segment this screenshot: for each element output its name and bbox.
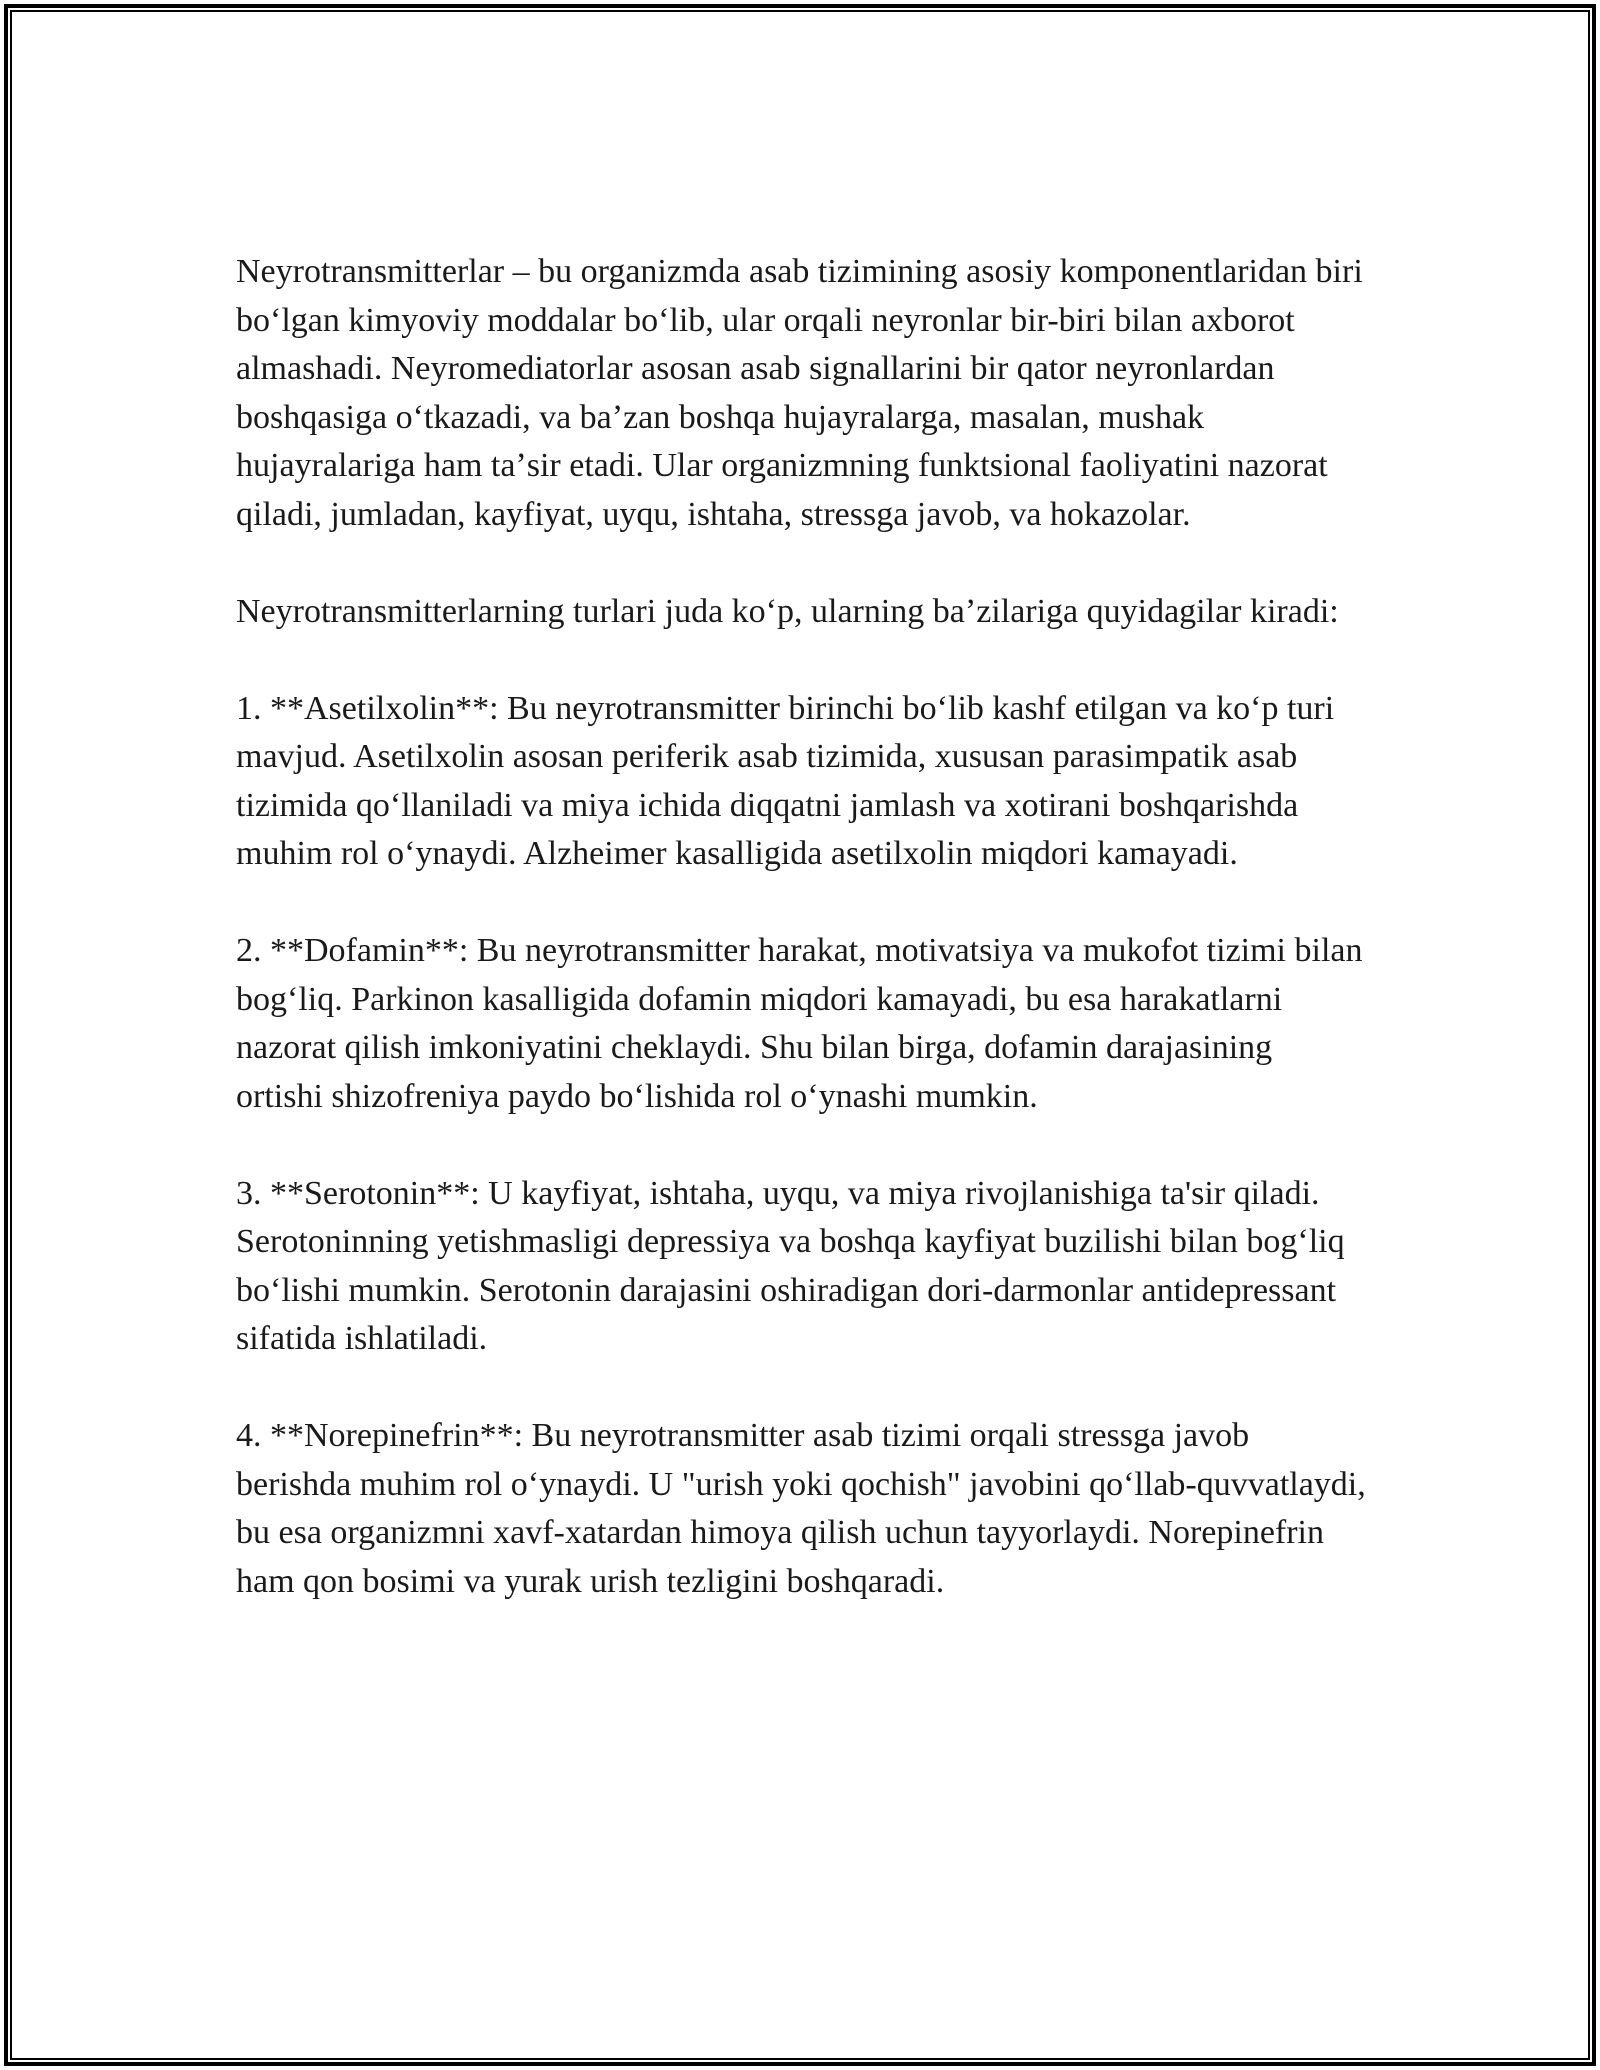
document-body [236, 248, 1366, 1606]
list-item-norepinephrine: 4. **Norepinefrin**: Bu neyrotransmitter asab tizimi orqali stressga javob berishda muhim rol oʻynaydi. U "urish yoki qochish" javobini qoʻllab-quvvatlaydi, bu esa organizmni xavf-xatardan himoya qilish uchun tayyorlaydi. Norepinefrin ham qon bosimi va yurak urish tezligini boshqaradi. [236, 1417, 1366, 1600]
list-item-serotonin: 3. **Serotonin**: U kayfiyat, ishtaha, uyqu, va miya rivojlanishiga ta'sir qiladi. Serotoninning yetishmasligi depressiya va boshqa kayfiyat buzilishi bilan bogʻliq boʻlishi mumkin. Serotonin darajasini oshiradigan dori-darmonlar antidepressant sifatida ishlatiladi. [236, 1174, 1345, 1357]
list-item-acetylcholine: 1. **Asetilxolin**: Bu neyrotransmitter birinchi boʻlib kashf etilgan va koʻp turi mavjud. Asetilxolin asosan periferik asab tizimida, xususan parasimpatik asab tizimida qoʻllaniladi va miya ichida diqqatni jamlash va xotirani boshqarishda muhim rol oʻynaydi. Alzheimer kasalligida asetilxolin miqdori kamayadi. [236, 689, 1335, 872]
list-item-dopamine: 2. **Dofamin**: Bu neyrotransmitter harakat, motivatsiya va mukofot tizimi bilan bogʻliq. Parkinon kasalligida dofamin miqdori kamayadi, bu esa harakatlarni nazorat qilish imkoniyatini cheklaydi. Shu bilan birga, dofamin darajasining ortishi shizofreniya paydo boʻlishida rol oʻynashi mumkin. [236, 932, 1363, 1115]
intro-paragraph: Neyrotransmitterlar – bu organizmda asab tizimining asosiy komponentlaridan biri boʻlgan kimyoviy moddalar boʻlib, ular orqali neyronlar bir-biri bilan axborot almashadi. Neyromediatorlar asosan asab signallarini bir qator neyronlardan boshqasiga oʻtkazadi, va baʼzan boshqa hujayralarga, masalan, mushak hujayralariga ham taʼsir etadi. Ular organizmning funktsional faoliyatini nazorat qiladi, jumladan, kayfiyat, uyqu, ishtaha, stressga javob, va hokazolar. [236, 253, 1363, 533]
types-intro-paragraph: Neyrotransmitterlarning turlari juda koʻp, ularning baʼzilariga quyidagilar kiradi: [236, 592, 1339, 630]
